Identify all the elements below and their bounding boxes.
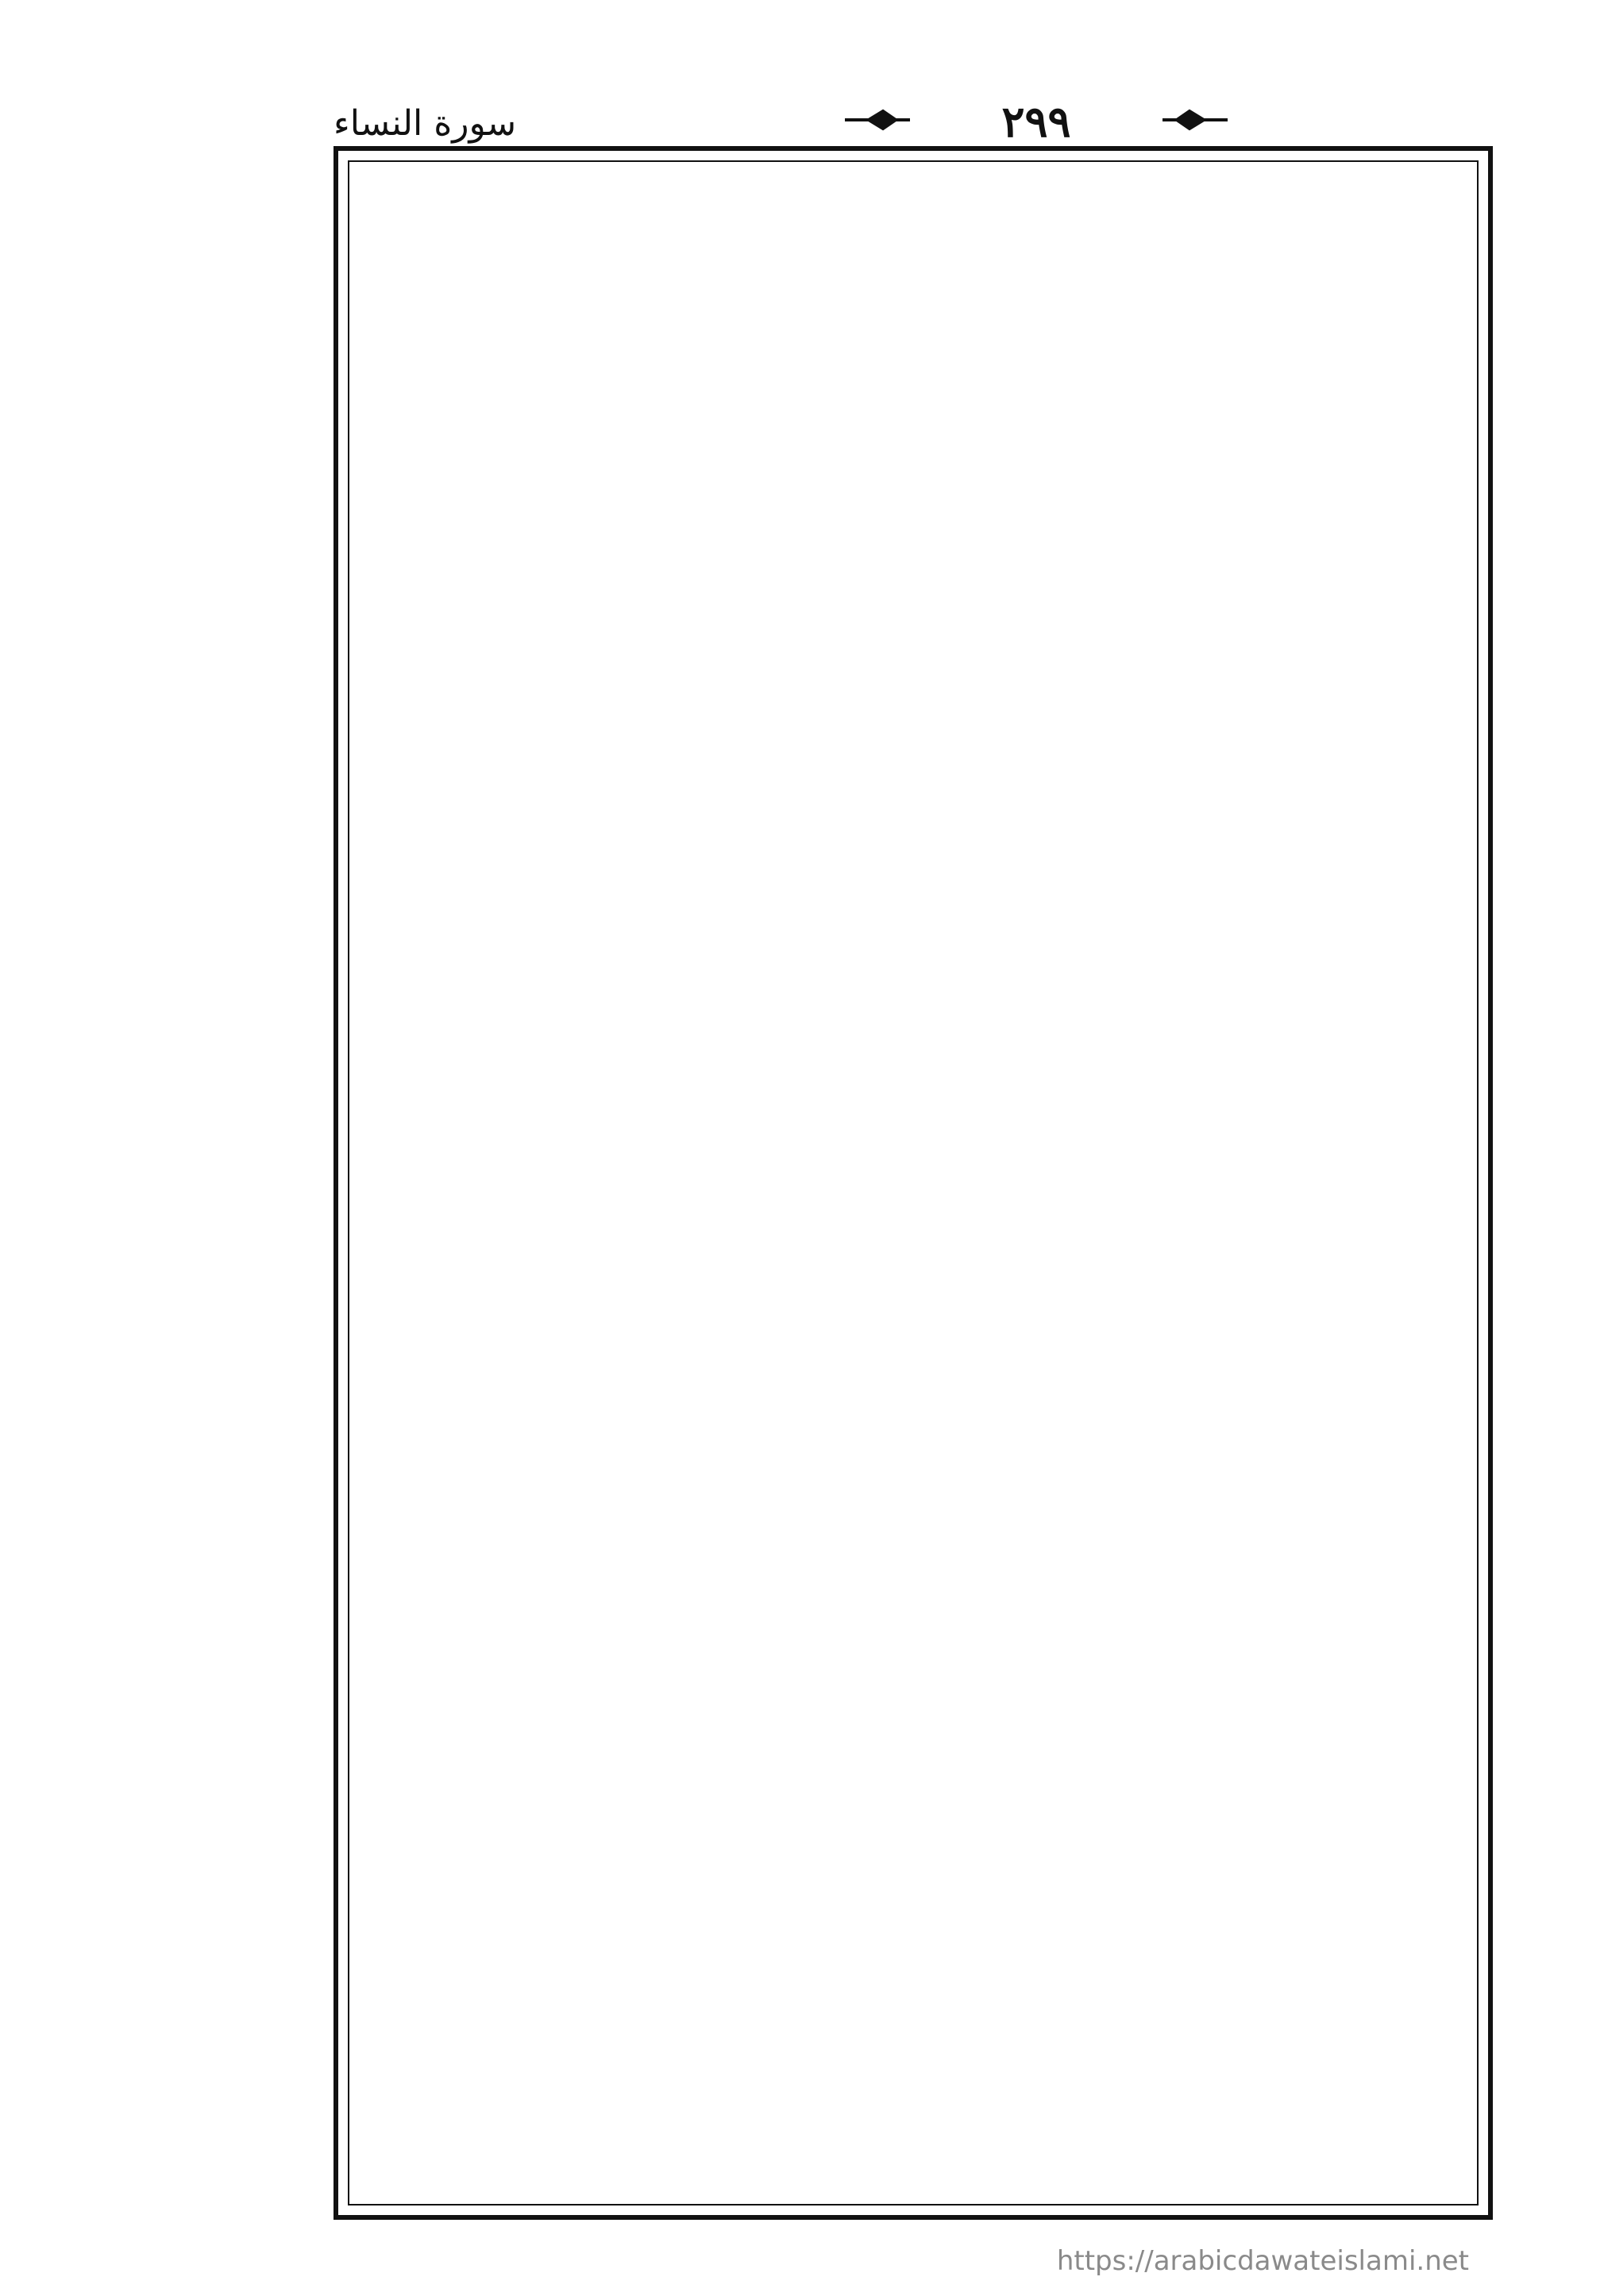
text-frame-inner-rule [348,160,1479,2205]
header-left-ornament-icon [842,108,913,132]
page-header [334,97,1493,146]
page-number: ٢٩٩ [1001,96,1071,147]
running-head: سورة النساء [334,103,517,144]
text-frame [334,146,1493,2220]
source-watermark: https://arabicdawateislami.net [1056,2245,1469,2277]
header-right-ornament-icon [1159,108,1231,132]
